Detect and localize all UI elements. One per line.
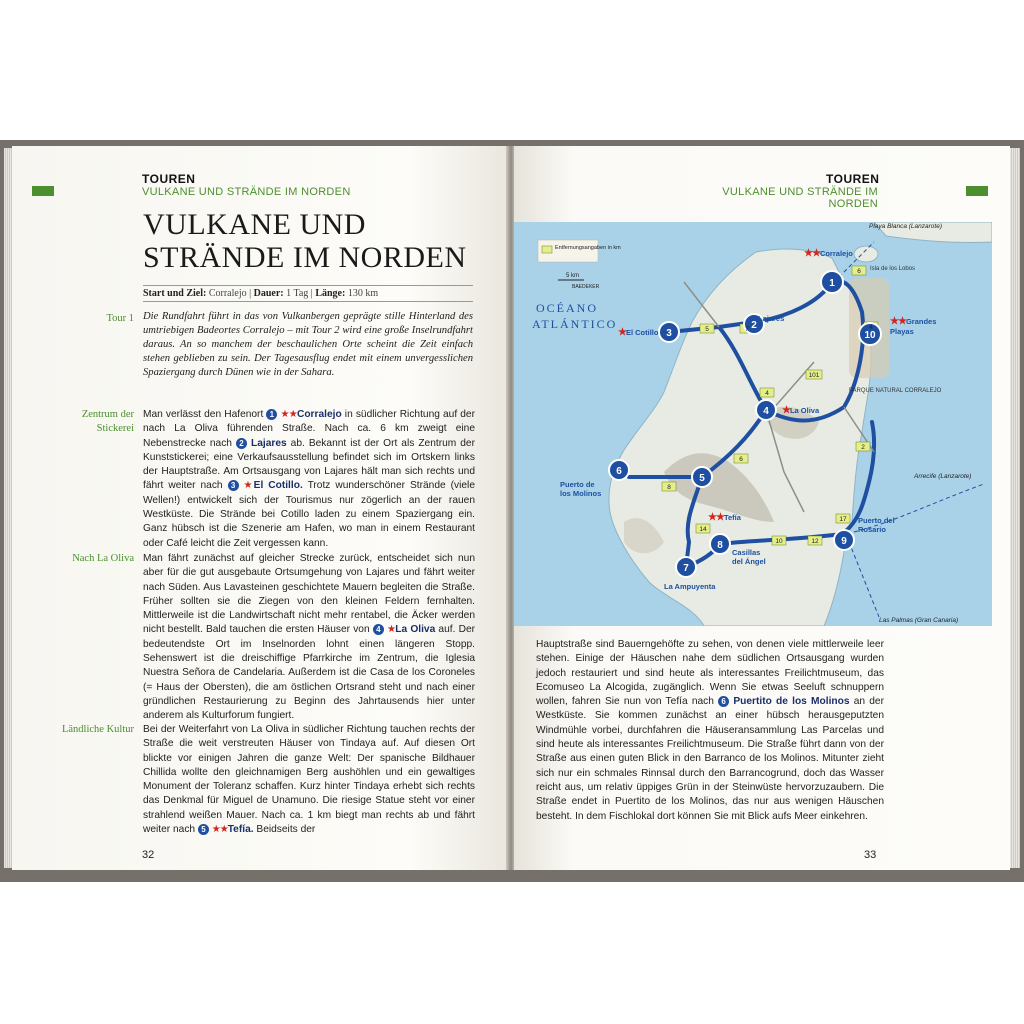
- label-arrecife: Arrecife (Lanzarote): [914, 473, 972, 480]
- distance-value: 4: [765, 390, 769, 397]
- star-rating: ★: [386, 624, 396, 636]
- star-rating: ★: [243, 480, 254, 492]
- right-page: [514, 146, 1010, 870]
- stop-number: 5: [699, 473, 705, 484]
- stop-number: 2: [751, 320, 757, 331]
- stop-number-badge: 4: [373, 624, 384, 635]
- header-title: TOUREN: [826, 172, 880, 186]
- ocean-label-line2: ATLÁNTICO: [532, 317, 618, 331]
- legend-swatch: [542, 246, 552, 253]
- scale-label: 5 km: [566, 273, 580, 279]
- star-rating: ★★: [890, 316, 906, 327]
- ocean-label-line1: OCÉANO: [536, 301, 598, 315]
- stop-number-badge: 6: [718, 696, 729, 707]
- page-number-right: 33: [864, 849, 877, 861]
- text: Man fährt zunächst auf gleicher Strecke zurück, entscheidet sich nun aber für die gut ausgebaute Ortsumgehung von Lajares und fährt weiter nach Süden. Aus Lavasteinen geschichtete Mauern begleiten die Straße. Früher sollten sie die Ziegen von den kleinen Feldern fernhalten. Mittlerweile ist die Landwirtschaft nicht mehr rentabel, die Äcker werden nicht bestellt. Bald tauchen die ersten Häuser von: [143, 553, 475, 636]
- star-rating: ★★: [211, 824, 228, 836]
- place-name: Grandes Playas: [890, 317, 937, 336]
- meta-dauer-label: Dauer:: [253, 288, 284, 299]
- distance-value: 6: [857, 268, 861, 275]
- meta-laenge-label: Länge:: [315, 288, 346, 299]
- distance-value: 6: [739, 456, 743, 463]
- stop-number: 4: [763, 406, 769, 417]
- map-label-grandes-playas: [890, 316, 946, 336]
- star-rating: ★: [782, 405, 790, 416]
- star-rating: ★★: [280, 409, 297, 420]
- left-page: [12, 146, 510, 870]
- text: ab. Bekannt ist der Ort als Zentrum der Kunststickerei; eine Verkaufsausstellung befindet sich im Ortskern links der Hauptstraße. Am Ortsausgang von Lajares hält man sich rechts und fährt weiter nach: [143, 437, 475, 492]
- stop-number-badge: 2: [236, 438, 247, 449]
- label-playa-blanca: Playa Blanca (Lanzarote): [869, 223, 942, 230]
- text: Hauptstraße sind Bauerngehöfte zu sehen, von denen viele mittlerweile leer stehen. Einige der Häuschen nahe dem südlichen Ortsausgang wurden jedoch restauriert und sind heute als interessantes Freilichtmuseum, das Ecomuseo La Alcogida, zugänglich. Wenn Sie etwas Seeluft schnuppern wollen, fahren Sie nun von Tefía nach: [536, 639, 884, 708]
- paragraph-la-oliva: [143, 552, 475, 724]
- map-label-corralejo: [804, 248, 853, 259]
- place-name: Tefía: [723, 513, 741, 522]
- text: in südlicher Richtung auf der nach La Oliva führenden Straße. Nach ca. 6 km zweigt eine Nebenstrecke nach: [143, 409, 475, 449]
- distance-value: 5: [705, 326, 709, 333]
- open-book: [0, 140, 1024, 882]
- stop-number-badge: 5: [198, 824, 209, 835]
- header-accent-bar: [966, 186, 988, 196]
- stop-number: 7: [683, 563, 689, 574]
- text: Man verlässt den Hafenort: [143, 409, 267, 420]
- text: Trotz wunderschöner Strände (viele Wellen!) entwickelt sich der Tourismus nur zögerlich an der rauen Westküste. Die Strände bei Cotillo laden zu einem Spaziergang ein. Ganz hübsch ist die Szenerie am Hafen, wo man in einem Restaurant oder Café leicht die Zeit vergessen kann.: [143, 480, 475, 549]
- map-label-tefia: [708, 512, 741, 523]
- label-las-palmas: Las Palmas (Gran Canaria): [879, 617, 959, 624]
- paragraph-right: [536, 638, 884, 824]
- distance-value: 101: [808, 372, 820, 379]
- map-label-puerto-rosario: Puerto del Rosario: [858, 516, 895, 534]
- stop-number-badge: 1: [266, 409, 277, 420]
- header-subtitle: VULKANE UND STRÄNDE IM NORDEN: [142, 186, 351, 198]
- meta-start-label: Start und Ziel:: [143, 288, 207, 299]
- page-title: [143, 208, 483, 274]
- intro-paragraph: Die Rundfahrt führt in das von Vulkanbergen geprägte stille Hinterland des umtriebigen Badeortes Corralejo – mit Tour 2 wird eine große Inselrundfahrt daraus. An so manchem der beschaulichen Orte scheint die Zeit einfach stehen geblieben zu sein. Der Tagesausflug endet mit einem unvergesslichen Spaziergang durch Dünen wie in der Sahara.: [143, 311, 473, 378]
- label-parque: PARQUE NATURAL CORRALEJO: [849, 388, 942, 394]
- text: Bei der Weiterfahrt von La Oliva in südlicher Richtung tauchen rechts der Straße die weit verstreuten Häuser von Tindaya auf. Auf diesen Ort blickte vor einigen Jahren die ganze Welt: Der spanische Bildhauer Chillida wollte den gleichnamigen Berg aushöhlen und ein gewaltiges Monument der Toleranz schaffen. Kurz hinter Tindaya erhebt sich rechts das Denkmal für Miguel de Unamuno. Die riesige Statue steht vor einer strahlend weißen Mauer. Nach ca. 1 km biegt man rechts ab und fährt weiter nach: [143, 724, 475, 836]
- place-name: Tefía.: [227, 824, 254, 836]
- meta-start-value: Corralejo: [208, 288, 247, 299]
- map-label-la-oliva: [782, 405, 819, 416]
- title-line-1: VULKANE UND: [143, 208, 366, 241]
- label-isla-lobos: Isla de los Lobos: [870, 266, 916, 272]
- place-name: Puertito de los Molinos: [733, 696, 850, 708]
- stop-number: 1: [829, 278, 835, 289]
- place-name: El Cotillo: [625, 328, 659, 337]
- meta-dauer-value: 1 Tag: [286, 288, 309, 299]
- title-line-2: STRÄNDE IM NORDEN: [143, 241, 467, 274]
- side-heading-stickerei: Zentrum der Stickerei: [81, 409, 134, 434]
- isla-lobos: [854, 246, 878, 262]
- text: an der Westküste. Sie kommen zunächst an einer hübsch herausgeputzten Windmühle vorbei, durchfahren die Häuseransammlung Las Parcelas und sind heute als interessantes Freilichtmuseum. Die Straße führt dann von der Straße aus einen guten Blick in den Barranco de los Molinos. Mitunter zieht sich nur ein schmales Rinnsal durch den Barrancogrund, doch das Wasser reicht aus, um relativ üppiges Grün in der Steinwüste hervorzuzaubern. Die Straße endet in Puertito de los Molinos, das nur aus wenigen Häuschen besteht. In dem Fischlokal dort können Sie mit Blick aufs Meer einkehren.: [536, 696, 884, 822]
- paragraph-kultur: [143, 723, 475, 837]
- text: Beidseits der: [253, 824, 316, 836]
- distance-value: 7: [745, 326, 749, 333]
- place-name: El Cotillo.: [253, 480, 303, 492]
- stop-number: 9: [841, 536, 847, 547]
- distance-value: 17: [839, 516, 847, 523]
- place-name: La Oliva: [789, 406, 820, 415]
- tour-meta: Start und Ziel: Corralejo | Dauer: 1 Tag | Länge: 130 km: [143, 285, 473, 302]
- meta-laenge-value: 130 km: [347, 288, 379, 299]
- header-title: TOUREN: [142, 172, 196, 186]
- star-rating: ★★: [804, 248, 820, 259]
- page-number-left: 32: [142, 849, 155, 861]
- side-heading-kultur: Ländliche Kultur: [61, 724, 134, 735]
- place-name: Lajares: [250, 437, 287, 449]
- text: auf. Der bedeutendste Ort im Inselnorden lohnt einen längeren Stopp. Sehenswert ist die dreischiffige Pfarrkirche im Zentrum, die Iglesia Nuestra Señora de Candelaria. Außerdem ist die Casa de los Coroneles (= Haus der Obersten), die am östlichen Ortsrand steht und nach einer gründlichen Restaurierung zu Beginn des Jahrtausends hier unter anderem als Kulturforum fungiert.: [143, 624, 476, 722]
- map-label-puerto-molinos: Puerto de los Molinos: [560, 480, 602, 498]
- side-heading-la-oliva: Nach La Oliva: [72, 553, 134, 564]
- publisher-label: BAEDEKER: [572, 284, 600, 290]
- map-label-lajares: Lajares: [758, 314, 785, 323]
- distance-value: 4: [869, 324, 873, 331]
- place-name: La Oliva: [395, 624, 436, 636]
- map-label-casillas: Casillas del Ángel: [732, 548, 766, 566]
- stop-number: 8: [717, 540, 723, 551]
- distance-value: 2: [861, 444, 865, 451]
- legend-text: Entfernungsangaben in km: [555, 245, 621, 251]
- stop-number: 6: [616, 466, 622, 477]
- place-name: Corralejo: [296, 409, 342, 420]
- paragraph-stickerei: [143, 408, 475, 551]
- stop-number-badge: 3: [228, 480, 239, 491]
- map-label-ampuyenta: La Ampuyenta: [664, 582, 716, 591]
- stop-number: 3: [666, 328, 672, 339]
- distance-value: 10: [775, 538, 783, 545]
- distance-value: 8: [667, 484, 671, 491]
- map-label-el-cotillo: [618, 327, 658, 338]
- star-rating: ★★: [708, 512, 724, 523]
- distance-value: 14: [699, 526, 707, 533]
- header-subtitle: VULKANE UND STRÄNDE IM NORDEN: [722, 186, 878, 210]
- header-accent-bar: [32, 186, 54, 196]
- distance-value: 12: [811, 538, 819, 545]
- tour-label: Tour 1: [106, 313, 134, 324]
- star-rating: ★: [618, 327, 626, 338]
- stop-number: 10: [864, 330, 876, 341]
- place-name: Corralejo: [819, 249, 853, 258]
